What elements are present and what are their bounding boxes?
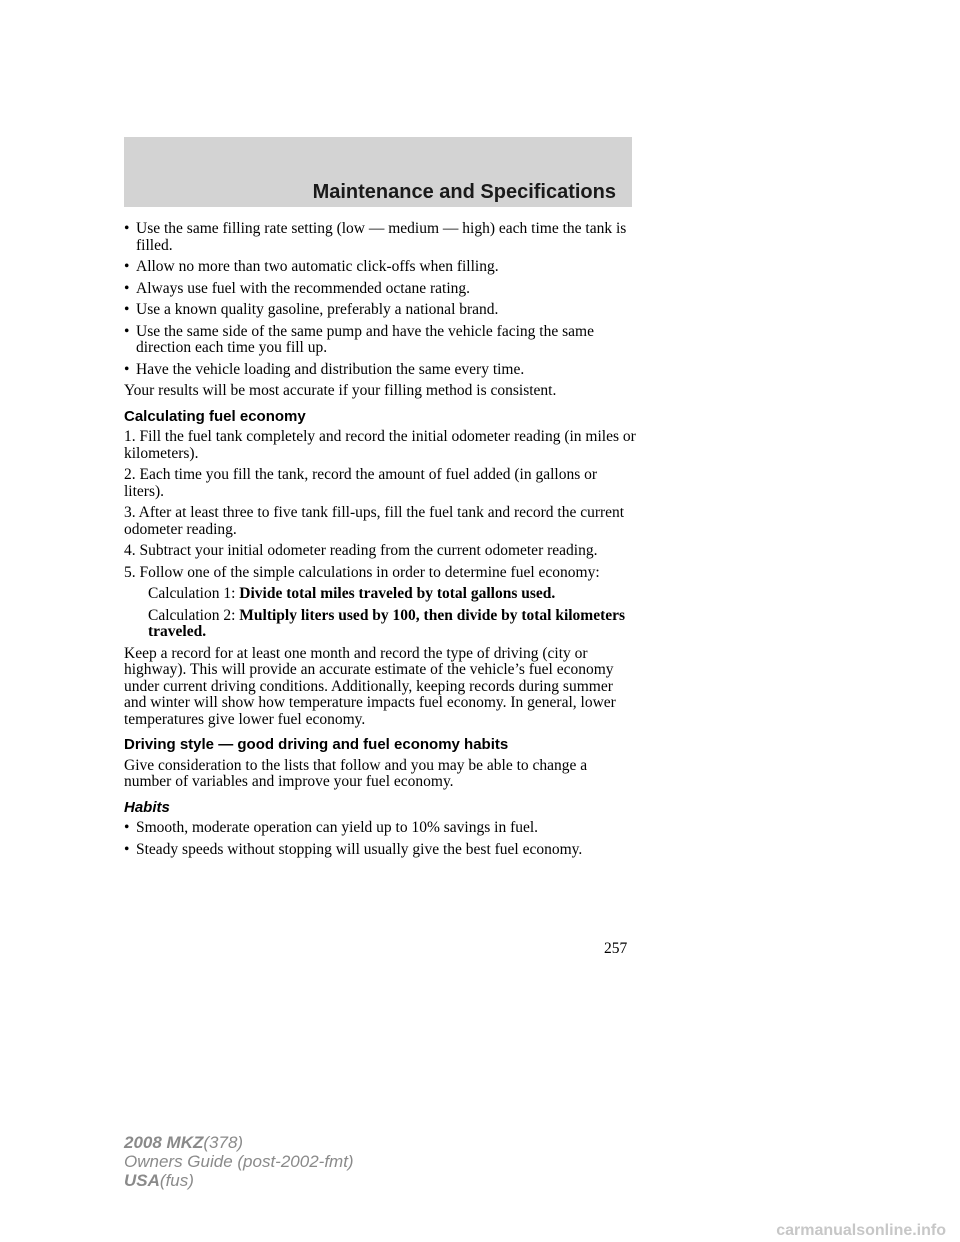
calc-heading: Calculating fuel economy [124, 407, 306, 425]
list-item-text: Use a known quality gasoline, preferably a national brand. [136, 301, 499, 318]
watermark: carmanualsonline.info [776, 1222, 946, 1239]
calculation-2 [124, 608, 636, 641]
habits-heading: Habits [124, 798, 170, 816]
list-item [124, 259, 636, 276]
list-item [124, 842, 636, 859]
footer-market-code: (fus) [159, 1171, 194, 1190]
calc-step: 2. Each time you fill the tank, record the amount of fuel added (in gallons or liters). [124, 466, 598, 500]
list-item-text: Use the same filling rate setting (low — medium — high) each time the tank is filled. [136, 220, 627, 254]
list-item-text: Have the vehicle loading and distribution the same every time. [136, 360, 525, 378]
footer-model-code: (378) [203, 1133, 244, 1152]
footer-model: 2008 MKZ [124, 1133, 204, 1152]
calc-step: 4. Subtract your initial odometer reading from the current odometer reading. [124, 542, 598, 559]
section-title: Maintenance and Specifications [312, 181, 616, 203]
record-note: Keep a record for at least one month and record the type of driving (city or highway). This will provide an accurate estimate of the vehicle’s fuel economy under current driving conditions. Additionally, keeping records during summer and winter will show how temperature impacts fuel economy. In general, lower temperatures give lower fuel economy. [124, 644, 616, 728]
footer-line-2: Owners Guide (post-2002-fmt) [124, 1152, 354, 1171]
page-number: 257 [604, 940, 628, 957]
list-item [124, 324, 636, 357]
footer-line-3 [124, 1171, 354, 1190]
list-item [124, 221, 636, 254]
driving-intro: Give consideration to the lists that follow and you may be able to change a number of variables and improve your fuel economy. [124, 756, 588, 790]
list-item [124, 820, 636, 837]
list-item [124, 362, 636, 379]
bullet-icon: • [124, 258, 130, 275]
bullet-icon: • [124, 301, 130, 318]
driving-heading: Driving style — good driving and fuel economy habits [124, 736, 509, 753]
list-item-text: Always use fuel with the recommended octane rating. [136, 279, 470, 297]
calc2-label: Calculation 2: [148, 606, 240, 624]
bullet-icon: • [124, 360, 130, 378]
bullet-icon: • [124, 279, 130, 297]
calc-step: 5. Follow one of the simple calculations in order to determine fuel economy: [124, 563, 600, 581]
section-header-band [124, 137, 632, 207]
calc-step: 3. After at least three to five tank fill-ups, fill the fuel tank and record the current odometer reading. [124, 504, 625, 538]
list-item-text: Use the same side of the same pump and have the vehicle facing the same direction each time you fill up. [136, 322, 594, 356]
habits-list [124, 820, 636, 858]
list-item-text: Smooth, moderate operation can yield up to 10% savings in fuel. [136, 819, 539, 836]
bullet-icon: • [124, 840, 130, 858]
list-item-text: Allow no more than two automatic click-offs when filling. [136, 258, 499, 275]
list-item-text: Steady speeds without stopping will usually give the best fuel economy. [136, 840, 583, 858]
bullet-icon: • [124, 322, 130, 340]
bullet-icon: • [124, 819, 130, 836]
consistency-note: Your results will be most accurate if your filling method is consistent. [124, 382, 557, 399]
calc1-text: Divide total miles traveled by total gallons used. [239, 585, 556, 602]
list-item [124, 302, 636, 319]
bullet-icon: • [124, 220, 130, 237]
footer-line-1 [124, 1133, 354, 1152]
footer-market: USA [124, 1171, 160, 1190]
document-footer [124, 1133, 354, 1190]
fill-tips-list [124, 221, 636, 378]
list-item [124, 281, 636, 298]
calc1-label: Calculation 1: [148, 585, 240, 602]
calc2-text: Multiply liters used by 100, then divide by total kilometers traveled. [148, 606, 626, 640]
page-content [124, 221, 636, 863]
calc-step: 1. Fill the fuel tank completely and record the initial odometer reading (in miles or kilometers). [124, 428, 636, 462]
calculation-1 [124, 586, 636, 603]
